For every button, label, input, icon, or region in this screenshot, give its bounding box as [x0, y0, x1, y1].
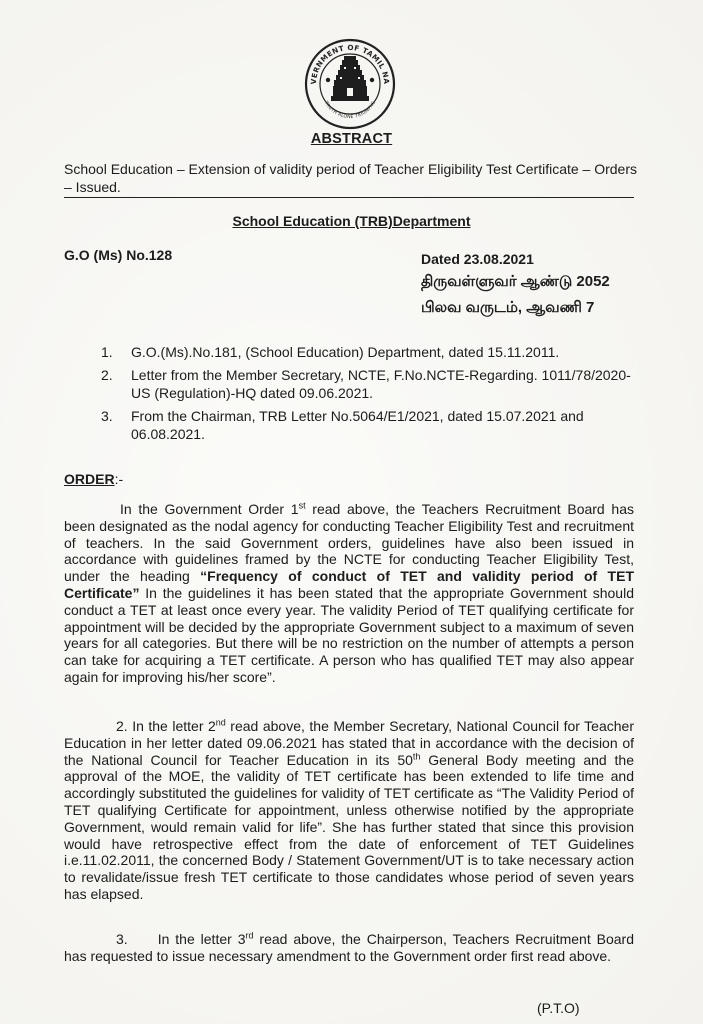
- abstract-heading: ABSTRACT: [310, 131, 393, 147]
- reference-number: 2.: [101, 367, 113, 383]
- pto-marker: (P.T.O): [537, 1000, 580, 1016]
- reference-text: Letter from the Member Secretary, NCTE, F.No.NCTE-Regarding. 1011/78/2020-US (Regulation)-HQ dated 09.06.2021.: [131, 367, 631, 401]
- p2-sup-1: nd: [215, 717, 226, 728]
- go-number: G.O (Ms) No.128: [64, 247, 173, 263]
- reference-text: From the Chairman, TRB Letter No.5064/E1/2021, dated 15.07.2021 and 06.08.2021.: [131, 408, 584, 442]
- p3-text-a: In the letter 3: [157, 931, 246, 947]
- paragraph-1: [64, 501, 634, 686]
- department-heading: School Education (TRB)Department: [232, 213, 471, 229]
- p1-sup: st: [298, 500, 306, 511]
- order-label: ORDER: [64, 471, 115, 487]
- tamil-nadu-government-emblem-icon: [304, 38, 396, 130]
- p1-text-a: In the Government Order 1: [120, 501, 299, 517]
- paragraph-3: [64, 931, 634, 965]
- p3-text-b: read above, the Chairperson, Teachers Recruitment Board has requested to issue necessary amendment to the Government order first read above.: [64, 931, 634, 964]
- order-date: Dated 23.08.2021: [421, 251, 534, 267]
- order-heading: [64, 471, 123, 487]
- p2-sup-2: th: [412, 750, 421, 761]
- p1-text-b: read above, the Teachers Recruitment Board has been designated as the nodal agency for conducting Teacher Eligibility Test and recruitment of teachers. In the said Government orders, guidelines have also been issued in accordance with guidelines framed by the NCTE for conducting Teacher Eligibility Test, under the heading: [64, 501, 634, 585]
- reference-item: [101, 366, 641, 402]
- p1-bold-heading: “Frequency of conduct of TET and validity period of TET Certificate”: [64, 568, 634, 601]
- paragraph-2: [64, 718, 634, 903]
- reference-number: 1.: [101, 344, 113, 360]
- p2-text-c: General Body meeting and the approval of the MOE, the validity of TET certificate has been extended to life time and accordingly substituted the guidelines for validity of TET certificate as “The Validity Period of TET qualifying Certificate for appointment, unless otherwise notified by the appropriate Government, would remain valid for life”. She has further stated that since this provision would have retrospective effect from the date of enforcement of TET Guidelines i.e.11.02.2011, the concerned Body / Statement Government/UT is to take necessary action to revalidate/issue fresh TET certificate to those candidates whose period of seven years has elapsed.: [64, 751, 635, 902]
- subject-line: School Education – Extension of validity period of Teacher Eligibility Test Certificate – Orders – Issued.: [64, 161, 638, 195]
- tamil-year: திருவள்ளுவர் ஆண்டு 2052: [421, 273, 610, 290]
- reference-item: [101, 343, 641, 361]
- order-suffix: :-: [114, 471, 124, 487]
- tamil-month: பிலவ வருடம், ஆவணி 7: [421, 299, 595, 316]
- p3-sup: rd: [245, 930, 254, 941]
- p3-number: 3.: [116, 931, 128, 947]
- svg-text:TRUTH ALONE TRIUMPHS: [322, 99, 377, 120]
- divider: [64, 197, 634, 198]
- p2-text-a: 2. In the letter 2: [116, 718, 216, 734]
- emblem-top-text: VERNMENT OF TAMIL NA: [308, 42, 392, 85]
- references-list: [101, 343, 641, 448]
- reference-text: G.O.(Ms).No.181, (School Education) Department, dated 15.11.2011.: [131, 344, 560, 360]
- p1-text-c: In the guidelines it has been stated that the appropriate Government should conduct a TET at least once every year. The validity Period of TET qualifying certificate for appointment will be decided by the appropriate Government subject to a maximum of seven years for all categories. But there will be no restriction on the number of attempts a person can take for acquiring a TET certificate. A person who has qualified TET may also appear again for improving his/her score”.: [64, 584, 634, 685]
- reference-item: [101, 407, 641, 443]
- reference-number: 3.: [101, 408, 113, 424]
- emblem-bottom-text: TRUTH ALONE TRIUMPHS: [322, 100, 378, 121]
- p2-text-b: read above, the Member Secretary, National Council for Teacher Education in her letter dated 09.06.2021 has stated that in accordance with the decision of the National Council for Teacher Education in its 50: [64, 718, 634, 768]
